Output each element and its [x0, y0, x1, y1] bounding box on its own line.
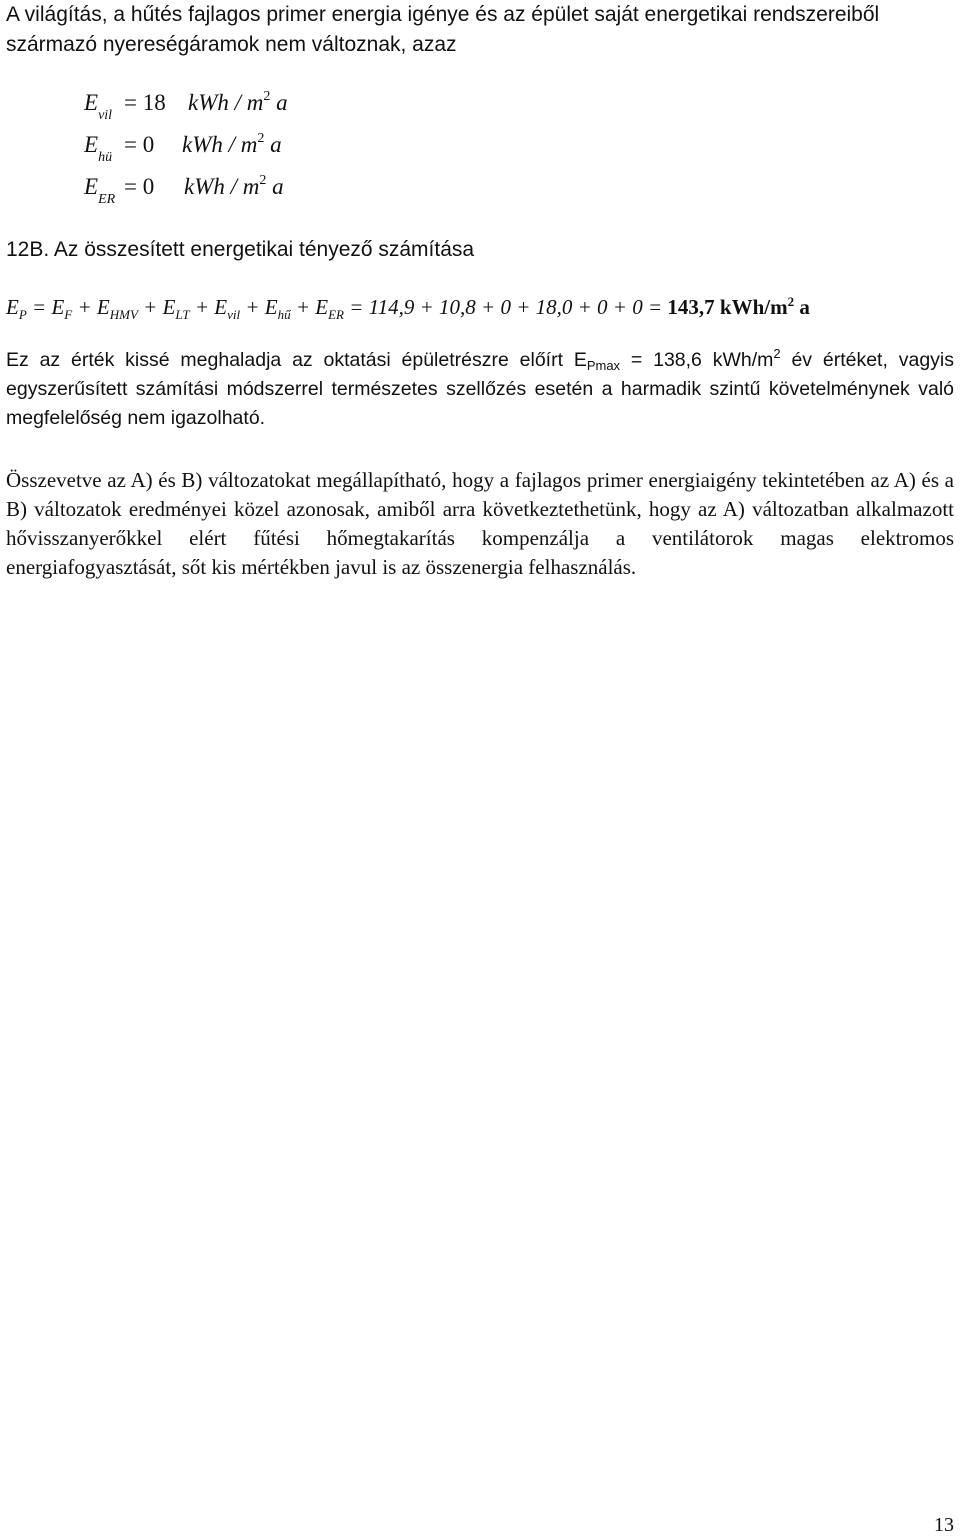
eq-subscript: ER	[98, 192, 116, 207]
eq-symbol: E	[84, 90, 99, 115]
eq-unit-sup: 2	[257, 131, 265, 146]
eq-unit: kWh / m	[182, 132, 258, 157]
term-evil: $E_{vil}$	[214, 295, 241, 322]
eq-subscript: hü	[98, 150, 113, 165]
term-elt: $E_{LT}$	[162, 295, 190, 322]
eq-unit: kWh / m	[184, 174, 260, 199]
term-ehmv: $E_{HMV}$	[96, 295, 138, 322]
eq-unit-tail: a	[272, 174, 284, 199]
eq-symbol: E	[84, 174, 99, 199]
eq-subscript: vil	[98, 108, 113, 123]
comparison-paragraph: Összevetve az A) és B) változatokat megállapítható, hogy a fajlagos primer energiaigény tekintetében az A) és a B) változatok eredményei közel azonosak, amiből arra következtethetünk, hogy az A) változatban alkalmazott hővisszanyerőkkel elért fűtési hőmegtakarítás kompenzálja a ventilátorok magas elektromos energiafogyasztását, sőt kis mértékben javul is az összenergia felhasználás.	[6, 468, 954, 579]
eq-unit-tail: a	[270, 132, 282, 157]
term-ehu: $E_{hű}$	[264, 295, 291, 322]
term-ef: $E_F$	[51, 295, 73, 322]
total-energy-formula: $E_P = E_F + E_{HMV} + E_{LT} + E_{vil} + E_{hű} + E_{ER} = 114,9 + 10,8 + 0 + 18,0 + 0 + 0 = 143,7$ kWh/$m^2$ a	[6, 294, 810, 322]
eq-unit-sup: 2	[259, 173, 267, 188]
intro-text: A világítás, a hűtés fajlagos primer energia igénye és az épület saját energetikai rendszereiből származó nyereségáramok nem változnak, azaz	[6, 3, 880, 56]
formula-result: 143,7	[667, 295, 715, 319]
term-ep: $E_P$	[6, 295, 27, 322]
eq-value: = 18	[124, 90, 166, 115]
eq-unit: kWh / m	[188, 90, 264, 115]
intro-paragraph	[6, 0, 954, 60]
page-number: 13	[934, 1514, 954, 1536]
eq-unit-tail: a	[276, 90, 288, 115]
evaluation-paragraph: Ez az érték kissé meghaladja az oktatási épületrészre előírt $E_{Pmax} = 138,6$ kWh/$m^2$ év értéket, vagyis egyszerűsített számítási módszerrel természetes szellőzés esetén a harmadik szintű követelménynek való megfelelőség nem igazolható.	[6, 346, 954, 429]
section-heading: 12B. Az összesített energetikai tényező számítása	[6, 238, 475, 261]
formula-result-unit: kWh/$m^2$ a	[719, 294, 810, 319]
eq-value: = 0	[124, 174, 155, 199]
term-eer: $E_{ER}$	[315, 295, 344, 322]
eq-value: = 0	[124, 132, 155, 157]
formula-values: = 114,9 + 10,8 + 0 + 18,0 + 0 + 0 =	[349, 295, 663, 319]
eq-unit-sup: 2	[263, 89, 271, 104]
eq-symbol: E	[84, 132, 99, 157]
